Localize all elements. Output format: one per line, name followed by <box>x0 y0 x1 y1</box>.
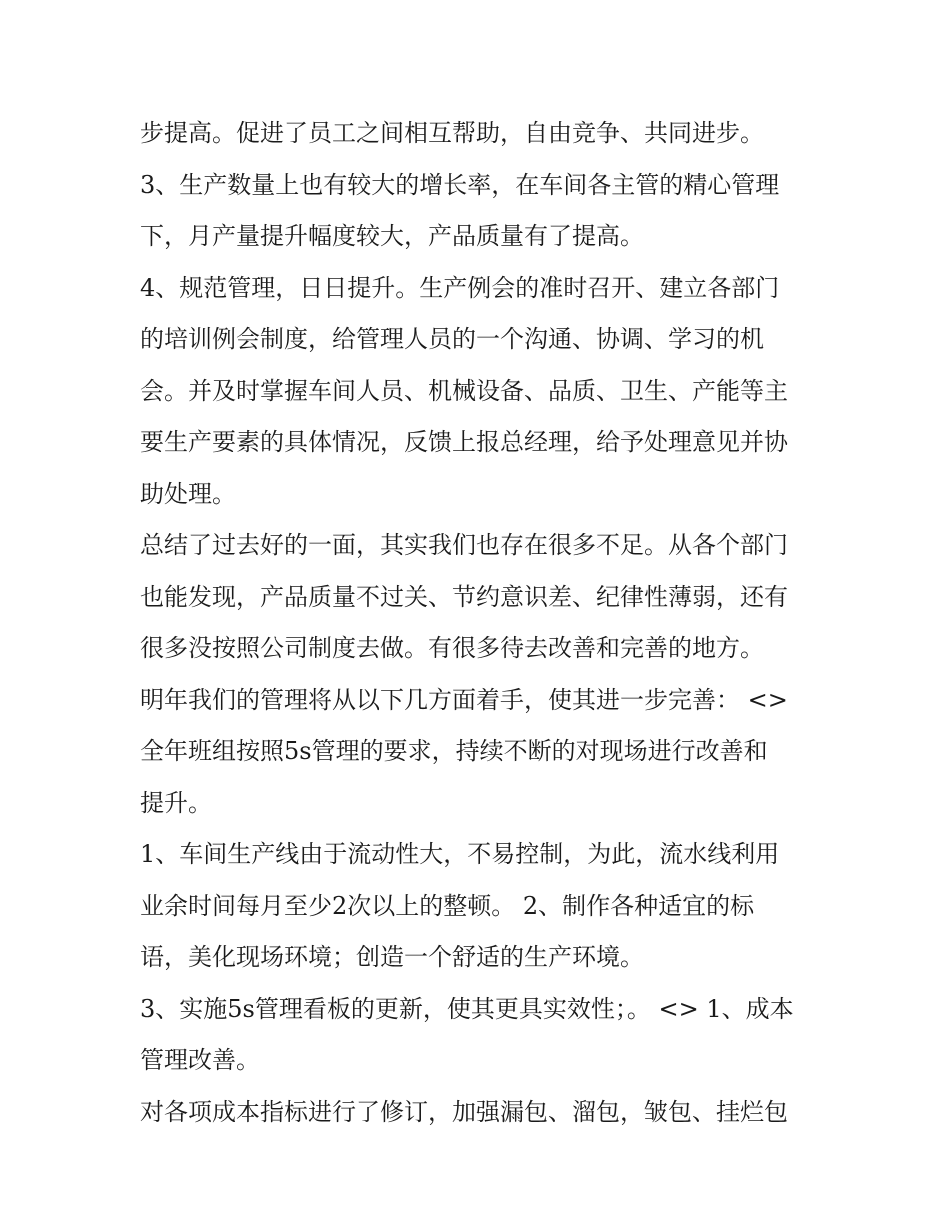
text-line: 也能发现，产品质量不过关、节约意识差、纪律性薄弱，还有 <box>140 582 788 611</box>
text-line: 总结了过去好的一面，其实我们也存在很多不足。从各个部门 <box>140 531 788 559</box>
text-line: 4、规范管理，日日提升。生产例会的准时召开、建立各部门 <box>140 273 780 302</box>
text-line: 管理改善。 <box>140 1046 260 1074</box>
text-line: 的培训例会制度，给管理人员的一个沟通、协调、学习的机 <box>140 325 764 353</box>
text-line: 全年班组按照5s管理的要求，持续不断的对现场进行改善和 <box>140 737 768 765</box>
text-line: 提升。 <box>140 788 212 817</box>
text-line: 业余时间每月至少2次以上的整顿。 2、制作各种适宜的标 <box>140 891 755 920</box>
text-line: 语，美化现场环境；创造一个舒适的生产环境。 <box>140 943 644 971</box>
text-line: 对各项成本指标进行了修订，加强漏包、溜包，皱包、挂烂包 <box>140 1097 788 1126</box>
text-line: 要生产要素的具体情况，反馈上报总经理，给予处理意见并协 <box>140 428 788 456</box>
text-line: 助处理。 <box>140 479 236 508</box>
text-line: 明年我们的管理将从以下几方面着手，使其进一步完善： <> <box>140 685 788 714</box>
text-line: 3、生产数量上也有较大的增长率，在车间各主管的精心管理 <box>140 170 780 199</box>
text-line: 1、车间生产线由于流动性大，不易控制，为此，流水线利用 <box>140 840 780 868</box>
text-line: 3、实施5s管理看板的更新，使其更具实效性；。 <> 1、成本 <box>140 994 794 1023</box>
text-line: 下，月产量提升幅度较大，产品质量有了提高。 <box>140 222 644 250</box>
text-line: 会。并及时掌握车间人员、机械设备、品质、卫生、产能等主 <box>140 376 788 405</box>
text-line: 步提高。促进了员工之间相互帮助，自由竞争、共同进步。 <box>140 119 764 147</box>
text-line: 很多没按照公司制度去做。有很多待去改善和完善的地方。 <box>140 634 764 662</box>
document-body <box>140 108 830 1138</box>
